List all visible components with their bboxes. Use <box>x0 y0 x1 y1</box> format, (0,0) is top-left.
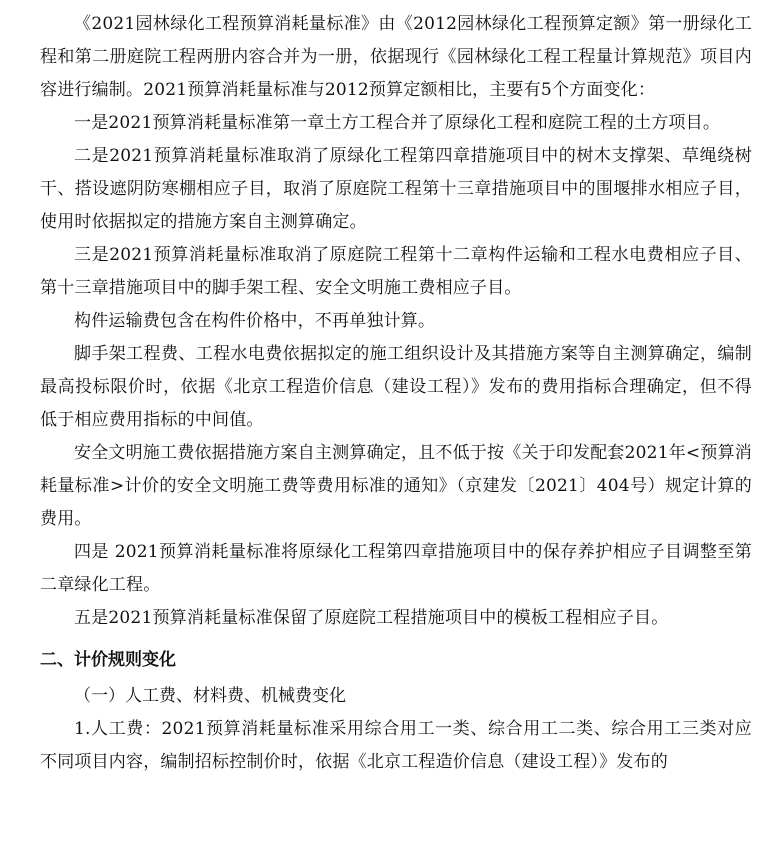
change-item-4: 四是 2021预算消耗量标准将原绿化工程第四章措施项目中的保存养护相应子目调整至第二章绿化工程。 <box>40 542 752 595</box>
change-item-1: 一是2021预算消耗量标准第一章土方工程合并了原绿化工程和庭院工程的土方项目。 <box>74 113 721 133</box>
scaffolding-note: 脚手架工程费、工程水电费依据拟定的施工组织设计及其措施方案等自主测算确定，编制最高投标限价时，依据《北京工程造价信息（建设工程）》发布的费用指标合理确定，但不得低于相应费用指标的中间值。 <box>40 344 752 430</box>
labor-cost-paragraph: 1.人工费：2021预算消耗量标准采用综合用工一类、综合用工二类、综合用工三类对应不同项目内容，编制招标控制价时，依据《北京工程造价信息（建设工程）》发布的 <box>40 719 752 772</box>
section-heading: 二、计价规则变化 <box>40 650 176 670</box>
change-item-5: 五是2021预算消耗量标准保留了原庭院工程措施项目中的模板工程相应子目。 <box>74 608 669 628</box>
safety-fee-note: 安全文明施工费依据措施方案自主测算确定，且不低于按《关于印发配套2021年<预算消耗量标准>计价的安全文明施工费等费用标准的通知》（京建发〔2021〕404号）规定计算的费用。 <box>40 443 752 529</box>
intro-paragraph: 《2021园林绿化工程预算消耗量标准》由《2012园林绿化工程预算定额》第一册绿化工程和第二册庭院工程两册内容合并为一册，依据现行《园林绿化工程工程量计算规范》项目内容进行编制。2021预算消耗量标准与2012预算定额相比，主要有5个方面变化： <box>40 14 752 100</box>
subsection-heading: （一）人工费、材料费、机械费变化 <box>74 686 346 706</box>
change-item-2: 二是2021预算消耗量标准取消了原绿化工程第四章措施项目中的树木支撑架、草绳绕树干、搭设遮阴防寒棚相应子目，取消了原庭院工程第十三章措施项目中的围堰排水相应子目，使用时依据拟定的措施方案自主测算确定。 <box>40 146 752 232</box>
component-transport-note: 构件运输费包含在构件价格中，不再单独计算。 <box>74 311 436 331</box>
change-item-3: 三是2021预算消耗量标准取消了原庭院工程第十二章构件运输和工程水电费相应子目、第十三章措施项目中的脚手架工程、安全文明施工费相应子目。 <box>40 245 752 298</box>
